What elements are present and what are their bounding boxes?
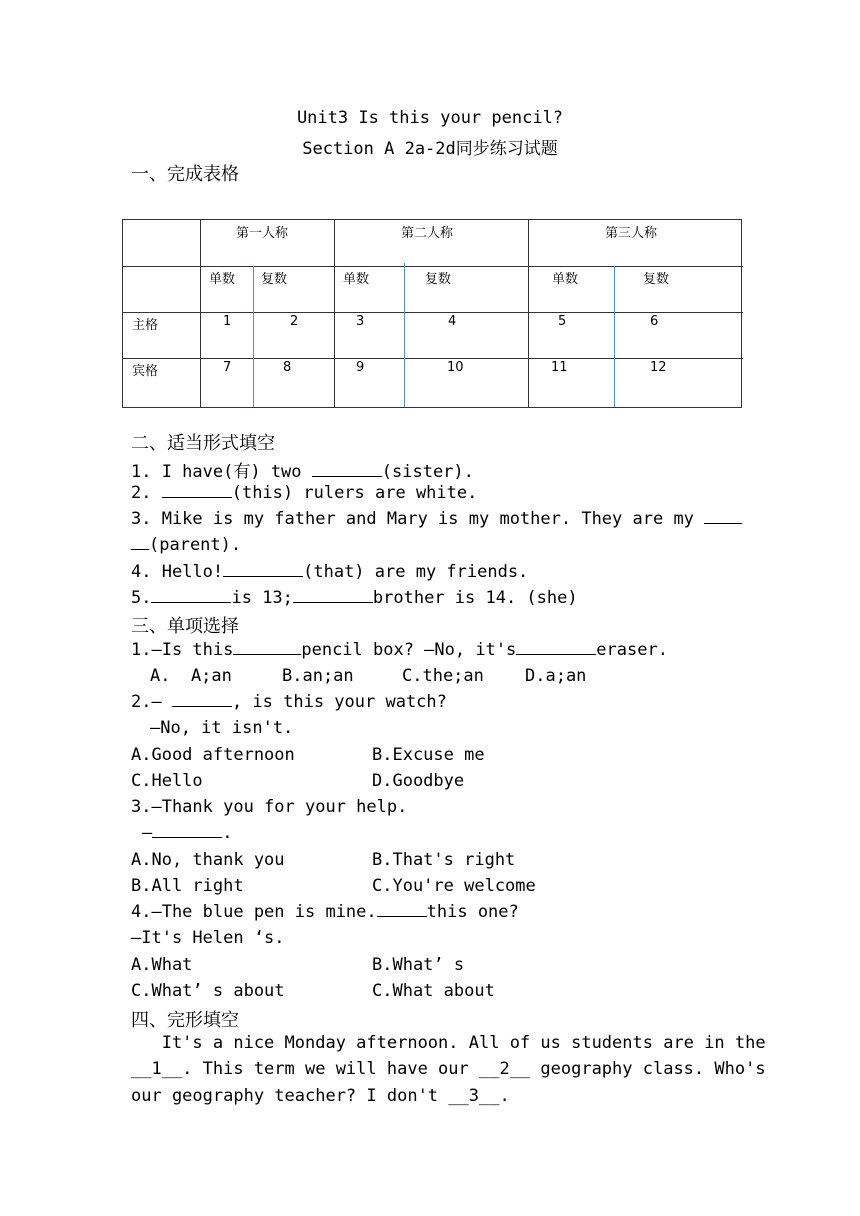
- choice-question-4: 4.—The blue pen is mine. this one?: [131, 902, 519, 922]
- sub-header: 复数: [261, 272, 288, 287]
- table-cell: 5: [558, 314, 567, 329]
- fill-question-2: 2. (this) rulers are white.: [131, 483, 478, 503]
- sub-header: 单数: [209, 272, 236, 287]
- table-cell: 8: [283, 360, 292, 375]
- part3-heading: 三、单项选择: [131, 616, 239, 637]
- doc-title: Unit3 Is this your pencil?: [296, 108, 564, 128]
- option-c[interactable]: C.the;an: [402, 666, 484, 686]
- option-b-second[interactable]: B.All right: [131, 876, 244, 896]
- col-group-third-person: 第三人称: [605, 226, 658, 241]
- option-c[interactable]: C.Hello: [131, 771, 203, 791]
- col-group-first-person: 第一人称: [236, 226, 289, 241]
- option-d[interactable]: D.a;an: [525, 666, 587, 686]
- table-cell: 2: [290, 314, 299, 329]
- cloze-line-2: __1__. This term we will have our __2__ geography class. Who's: [131, 1059, 766, 1079]
- answer-blank[interactable]: [233, 640, 301, 655]
- option-d[interactable]: D.Goodbye: [372, 771, 465, 791]
- option-b[interactable]: B.an;an: [282, 666, 354, 686]
- table-cell: 12: [650, 360, 667, 375]
- fill-question-1: 1. I have(有) two (sister).: [131, 462, 474, 482]
- table-cell: 11: [551, 360, 568, 375]
- fill-question-3-cont: (parent).: [131, 535, 241, 555]
- option-c[interactable]: C.What’ s about: [131, 981, 285, 1001]
- answer-blank[interactable]: [516, 640, 596, 655]
- choice-question-2: 2.— , is this your watch?: [131, 692, 447, 712]
- answer-blank[interactable]: [377, 902, 427, 917]
- table-cell: 9: [356, 360, 365, 375]
- sub-header: 复数: [643, 272, 670, 287]
- answer-blank[interactable]: [151, 588, 231, 603]
- option-a[interactable]: A.What: [131, 955, 193, 975]
- table-cell: 4: [448, 314, 457, 329]
- table-cell: 7: [223, 360, 232, 375]
- option-c[interactable]: C.You're welcome: [372, 876, 536, 896]
- option-b[interactable]: B.That's right: [372, 850, 516, 870]
- doc-subtitle: Section A 2a-2d同步练习试题: [302, 139, 558, 159]
- answer-blank[interactable]: [172, 692, 232, 707]
- option-c-second[interactable]: C.What about: [372, 981, 495, 1001]
- table-cell: 10: [447, 360, 464, 375]
- choice-question-1: 1.—Is this pencil box? —No, it's eraser.: [131, 640, 668, 660]
- cloze-line-3: our geography teacher? I don't __3__.: [131, 1086, 510, 1106]
- answer-blank[interactable]: [293, 588, 373, 603]
- sub-header: 单数: [343, 272, 370, 287]
- fill-question-3: 3. Mike is my father and Mary is my mother. They are my: [131, 509, 742, 529]
- sub-header: 单数: [552, 272, 579, 287]
- option-b[interactable]: B.What’ s: [372, 955, 465, 975]
- answer-blank[interactable]: [162, 483, 232, 498]
- answer-blank[interactable]: [312, 462, 382, 477]
- sub-header: 复数: [425, 272, 452, 287]
- choice-question-4-reply: —It's Helen ‘s.: [131, 928, 285, 948]
- option-a[interactable]: A.No, thank you: [131, 850, 285, 870]
- part1-heading: 一、完成表格: [131, 164, 239, 185]
- option-b[interactable]: B.Excuse me: [372, 745, 485, 765]
- pronoun-table: [122, 219, 742, 408]
- part4-heading: 四、完形填空: [131, 1010, 239, 1031]
- choice-question-3-reply: — .: [142, 823, 233, 843]
- choice-question-3: 3.—Thank you for your help.: [131, 797, 408, 817]
- table-cell: 6: [650, 314, 659, 329]
- row-label-subject: 主格: [132, 318, 159, 333]
- option-a[interactable]: A. A;an: [150, 666, 232, 686]
- col-group-second-person: 第二人称: [401, 226, 454, 241]
- table-cell: 1: [223, 314, 232, 329]
- option-a[interactable]: A.Good afternoon: [131, 745, 295, 765]
- answer-blank[interactable]: [131, 535, 149, 550]
- fill-question-4: 4. Hello! (that) are my friends.: [131, 562, 529, 582]
- cloze-line-1: It's a nice Monday afternoon. All of us students are in the: [131, 1033, 766, 1053]
- answer-blank[interactable]: [704, 509, 742, 524]
- table-cell: 3: [356, 314, 365, 329]
- row-label-object: 宾格: [132, 364, 159, 379]
- answer-blank[interactable]: [223, 562, 303, 577]
- part2-heading: 二、适当形式填空: [131, 433, 275, 454]
- answer-blank[interactable]: [152, 823, 222, 838]
- choice-question-2-reply: —No, it isn't.: [150, 718, 294, 738]
- fill-question-5: 5. is 13; brother is 14. (she): [131, 588, 578, 608]
